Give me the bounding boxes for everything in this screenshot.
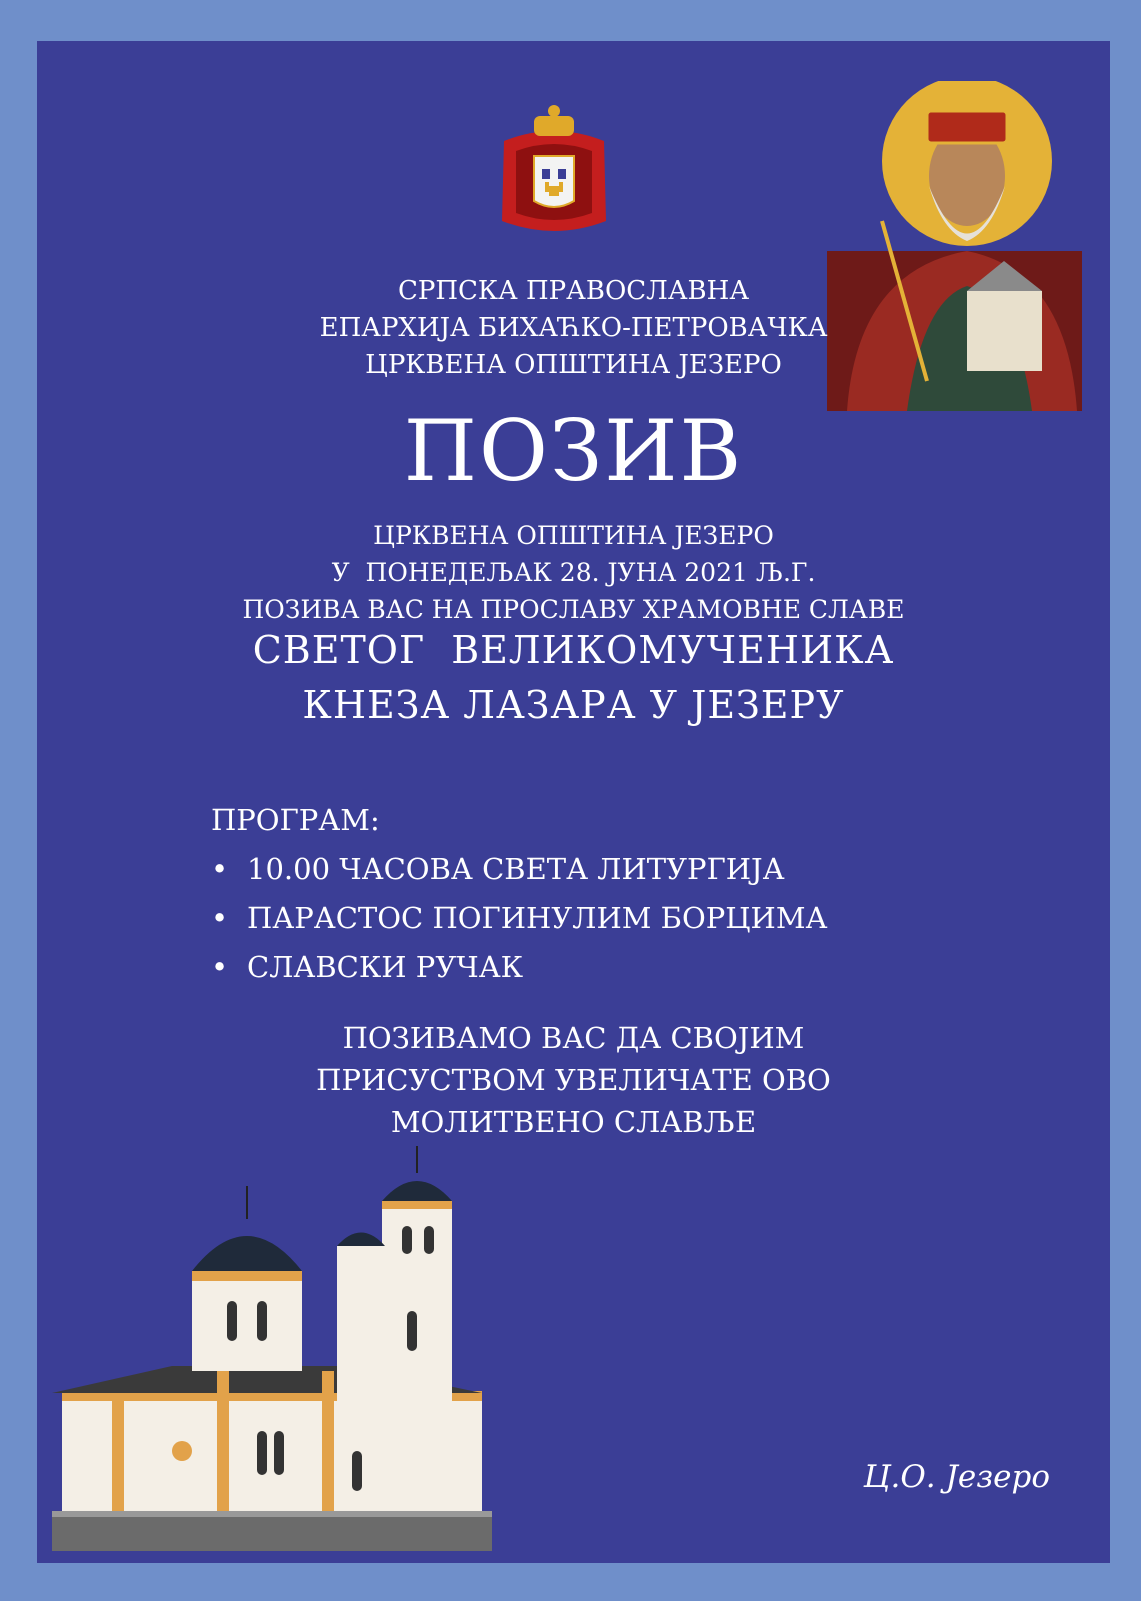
saint-name-block	[37, 623, 1110, 733]
invite-line-1: ЦРКВЕНА ОПШТИНА ЈЕЗЕРО	[373, 521, 774, 550]
program-item: • СЛАВСКИ РУЧАК	[211, 943, 827, 992]
header-line-1: СРПСКА ПРАВОСЛАВНА	[397, 276, 750, 306]
header-block	[37, 273, 1110, 384]
closing-line-1: ПОЗИВАМО ВАС ДА СВОЈИМ	[342, 1021, 805, 1055]
program-heading: ПРОГРАМ:	[211, 803, 380, 837]
header-line-3: ЦРКВЕНА ОПШТИНА ЈЕЗЕРО	[365, 350, 782, 380]
church-crest-emblem	[494, 101, 614, 241]
church-building-photo	[52, 1131, 492, 1551]
page-title: ПОЗИВ	[403, 402, 744, 500]
signature: Ц.О. Језеро	[863, 1459, 1050, 1495]
closing-line-3: МОЛИТВЕНО СЛАВЉЕ	[390, 1105, 757, 1139]
program-item: • 10.00 ЧАСОВА СВЕТА ЛИТУРГИЈА	[211, 845, 827, 894]
saint-line-1: СВЕТОГ ВЕЛИКОМУЧЕНИКА	[252, 628, 895, 672]
invite-block	[37, 517, 1110, 628]
program-section	[211, 796, 827, 992]
closing-block	[37, 1017, 1110, 1143]
program-list	[211, 845, 827, 992]
saint-line-2: КНЕЗА ЛАЗАРА У ЈЕЗЕРУ	[302, 683, 845, 727]
closing-line-2: ПРИСУСТВОМ УВЕЛИЧАТЕ ОВО	[316, 1063, 831, 1097]
invite-line-3: ПОЗИВА ВАС НА ПРОСЛАВУ ХРАМОВНЕ СЛАВЕ	[242, 595, 905, 624]
invitation-poster	[37, 41, 1110, 1563]
header-line-2: ЕПАРХИЈА БИХАЋКО-ПЕТРОВАЧКА	[319, 313, 828, 343]
invite-line-2: У ПОНЕДЕЉАК 28. ЈУНА 2021 Љ.Г.	[331, 558, 816, 587]
program-item: • ПАРАСТОС ПОГИНУЛИМ БОРЦИМА	[211, 894, 827, 943]
